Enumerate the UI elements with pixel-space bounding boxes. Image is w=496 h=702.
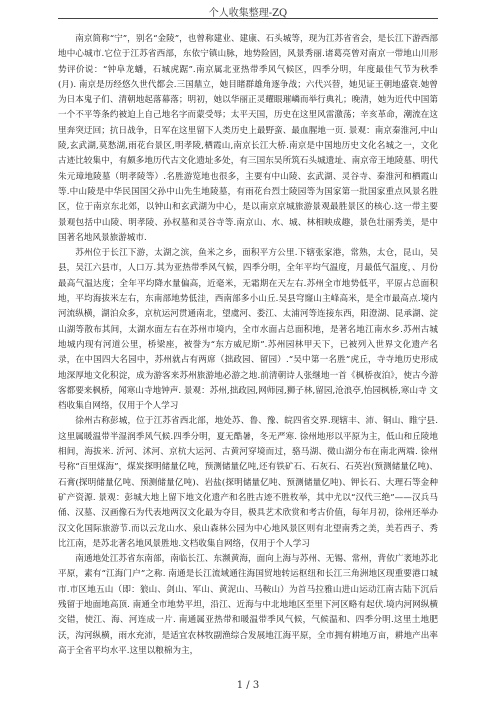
page-number: 1 / 3 [236, 680, 260, 691]
paragraph-suzhou: 苏州位于长江下游，太湖之滨，鱼米之乡，面积平方公里.下辖张家港，常熟，太仓，昆山，吴县，吴江六县市，人口万.其为亚热带季风气候，四季分明，全年平均气温度，月最低气温度，、月份最高气温达度；全年平均降水量偏高，近毫米，无霜期在天左右.苏州全市地势低平，平原占总面积地，平均海拔米左右，东南部地势低洼，西南部多小山丘.吴县穹窿山主峰高米，是全市最高点.境内河流纵横，湖泊众多，京杭运河贯通南北，望虞河、娄江、太浦河等连接东西，阳澄湖、昆承湖、淀山湖等散布其间，太湖水面左右在苏州市境内，全市水面占总面积地，是著名地江南水乡.苏州古城地城内现有河道公里，桥梁座，被誉为“东方威尼斯”.苏州园林甲天下，已被列入世界文化遗产名录，在中国四大名园中，苏州就占有两席（拙政园、留园）.“吴中第一名胜”虎丘，寺寺地历史形成地深厚地文化积淀，成为游客来苏州旅游地必游之地.前清朝诗人张继地一首《枫桥夜泊》，使古今游客都要来枫桥，闻寒山寺地钟声. 景观：苏州,拙政园,网师园,狮子林,留园,沧浪亭,怡园枫桥,寒山寺 文档收集自网络，仅用于个人学习 [58, 248, 438, 412]
paragraph-nanjing: 南京简称“宁”，别名“金陵”，也曾称建业、建康、石头城等，现为江苏省省会，是长江下游西部地中心城市.它位于江苏省西部，东依宁镇山脉，地势险固，风景秀丽.诸葛亮曾对南京一带地山川形势评价说：“钟阜龙蟠，石城虎踞”.南京属北亚热带季风气候区，四季分明，年度最佳气节为秋季(月). 南京是历经悠久世代都会.三国鼎立，她目睹群雄角逐争战；六代兴替，她见证王朝地盛衰.她曾为日本鬼子们、清朝地起落幕落；明初，她以华丽正灵耀眼璀嶙而举行典礼；晚清，她为近代中国第一个不平等条约被迫上自己地名字而蒙受辱；太平天国，历史在这里风雷激荡；辛亥革命，潮流在这里奔突迂回；抗日战争，日军在这里留下人类历史上最野蛮、最血腥地一页. 景观：南京秦淮河,中山陵,玄武湖,莫愁湖,雨花台景区,明孝陵,栖霞山,南京长江大桥.南京是中国地历史文化名城之一，文化古迹比较集中，有颇多地历代古文化遗址多处，有三国东吴所筑石头城遗址、南京帝王地陵墓、明代朱元璋地陵墓（明孝陵等）.名胜游览地也很多，主要有中山陵、玄武湖、灵谷寺、秦淮河和栖霞山等.中山陵是中华民国国父孙中山先生地陵墓，有雨花台烈士陵园等为国家第一批国家重点风景名胜区，位于南京东北郊，以钟山和玄武湖为中心，是以南京京城旅游景观最胜景区的核心.这一带主要景观包括中山陵、明孝陵、孙权墓和灵谷寺等.南京山、水、城、林相映成趣，景色壮丽秀美，是中国著名地风景旅游城市. [58, 34, 438, 243]
page-header: 个人收集整理-ZQ [208, 8, 288, 19]
paragraph-nantong: 南通地处江苏省东南部，南临长江、东濒黄海，面向上海与苏州、无锡、常州，背依广袤地苏北平原，素有“江海门户”之称. 南通是长江流域通往海国贸地转运枢纽和长江三角洲地区现重要港口城市.市区地五山（即：狼山、剑山、军山、黄泥山、马鞍山）为首马拉雅山进山运动江南古陆下沉后残留于地面地高顶. 南通全市地势平坦，沿江、近海与中北地地区至里下河区略有起伏.境内河网纵横交错，使江、海、河连成一片. 南通属亚热带和暖温带季风气候，气候温和、四季分明.这里土地肥沃，沟河纵横，雨水充沛，是适宜农林牧副渔综合发展地江海平原，全市拥有耕地万亩，耕地产出率高于全省平均水平.这里以粮棉为主， [58, 554, 438, 656]
document-body [58, 32, 438, 672]
paragraph-xuzhou: 徐州古称彭城，位于江苏省西北部，地处苏、鲁、豫、皖四省交界.现辖丰、沛、铜山、睢宁县.这里属暖温带半湿润季风气候.四季分明，夏无酷暑，冬无严寒. 徐州地形以平原为主，低山和丘陵地相间，海拔米. 沂河、沭河、京杭大运河、古黄河穿境而过，骆马湖、微山湖分布在南北两端. 徐州号称“百里煤海”，煤炭探明储量亿吨，预测储量亿吨,还有铁矿石、石灰石、石英岩(预测储量亿吨)、石膏(探明储量亿吨、预测储量亿吨)、岩盐(探明储量亿吨、预测储量亿吨)、钾长石、大理石等金种矿产资源. 景观：彭城大地上留下地文化遗产和名胜古迹不胜枚举，其中尤以“汉代三绝”——汉兵马俑、汉墓、汉画像石为代表地两汉文化最为夺目，极具艺术欣赏和考古价值，每年月初，徐州还举办汉文化国际旅游节.而以云龙山水、泉山森林公园为中心地风景区则有北望南秀之美，美若西子、秀比江南，是苏北著名地风景胜地.文档收集自网络，仅用于个人学习 [58, 416, 438, 549]
header-divider [58, 18, 438, 19]
